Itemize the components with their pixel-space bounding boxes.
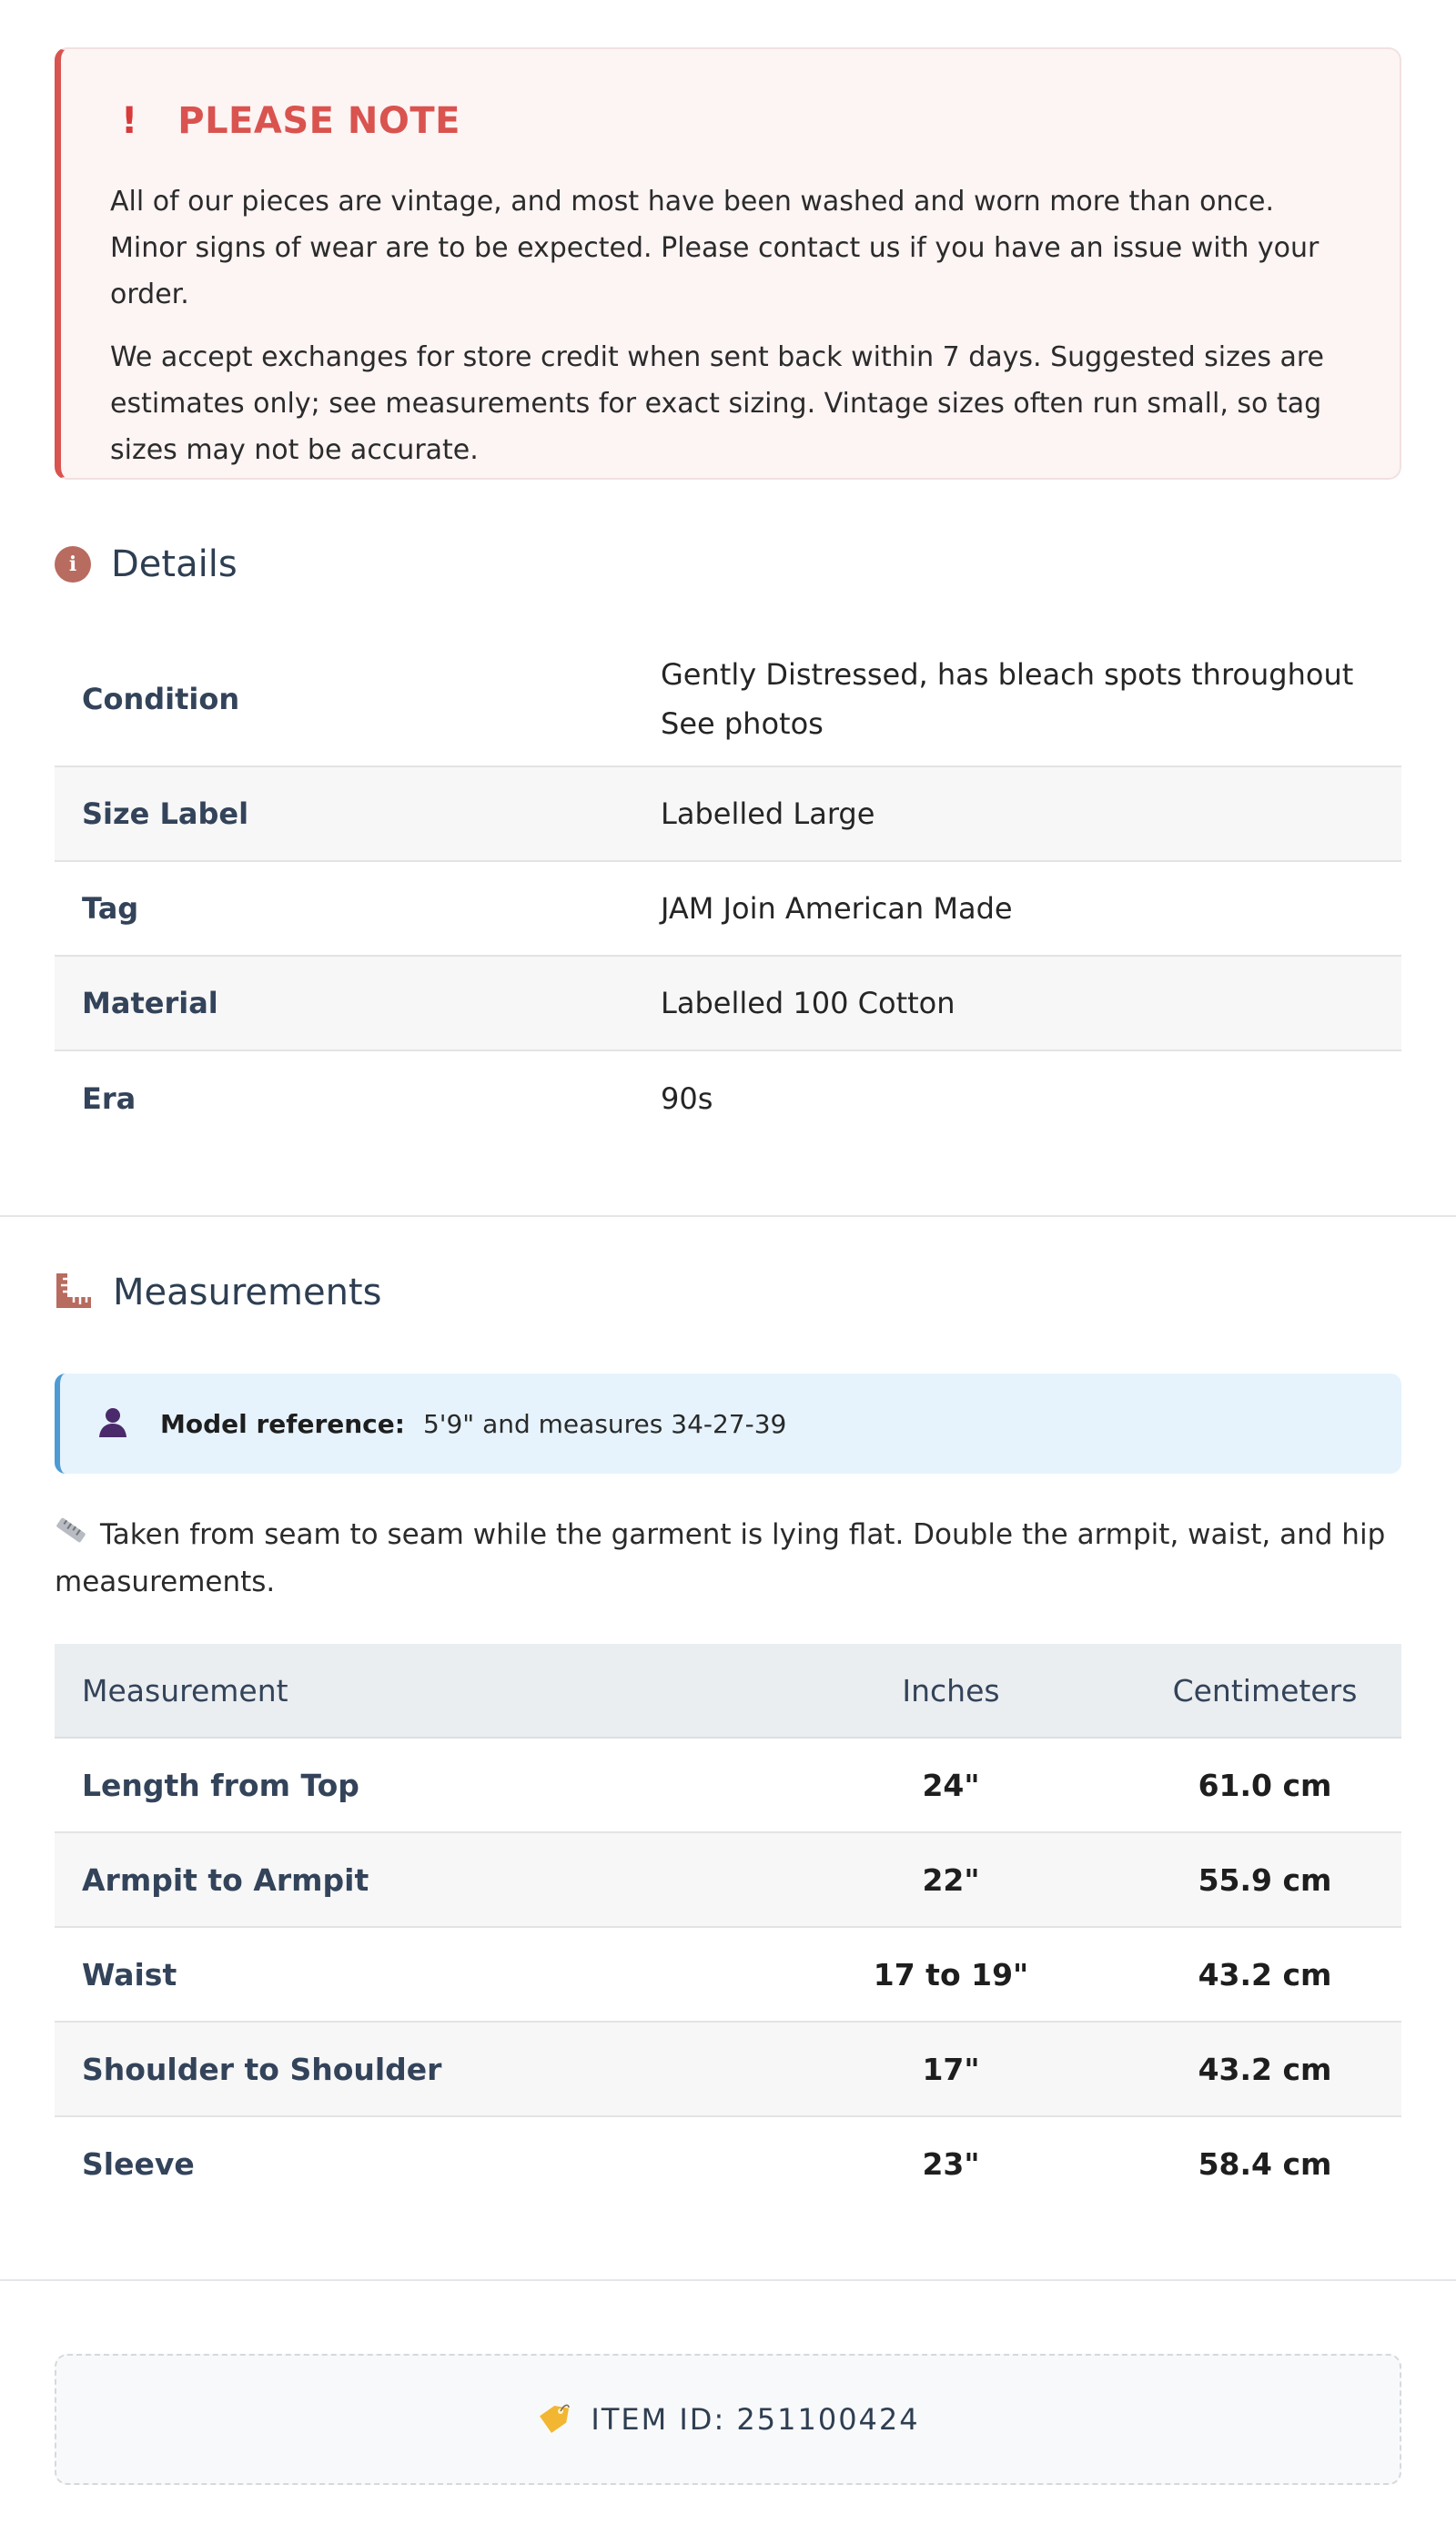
- details-value: JAM Join American Made: [661, 891, 1013, 926]
- measurement-note-text: Taken from seam to seam while the garment is lying flat. Double the armpit, waist, and hip measurements.: [55, 1518, 1386, 1598]
- item-id-box: [55, 2354, 1401, 2485]
- measurement-name: Shoulder to Shoulder: [82, 2051, 442, 2087]
- details-value: Labelled 100 Cotton: [661, 986, 956, 1020]
- tag-icon: [536, 2402, 571, 2437]
- ruler-icon: [55, 1272, 93, 1313]
- details-value: Gently Distressed, has bleach spots throughout: [661, 657, 1354, 692]
- details-label: Material: [82, 986, 218, 1020]
- measurements-header: [55, 1272, 1401, 1313]
- table-row: [55, 1833, 1401, 1928]
- model-reference-box: [55, 1374, 1401, 1474]
- measurement-name: Waist: [82, 1956, 177, 1992]
- measurements-table: [55, 1644, 1401, 2210]
- item-id-text: ITEM ID: 251100424: [591, 2402, 920, 2437]
- item-id-section: [0, 2354, 1456, 2485]
- measurements-section: [0, 1217, 1456, 2210]
- table-row: [55, 2117, 1401, 2210]
- measurements-title: Measurements: [113, 1272, 382, 1313]
- details-title: Details: [111, 543, 238, 585]
- measurement-note: [55, 1512, 1401, 1606]
- measurement-cm: 58.4 cm: [1198, 2145, 1332, 2182]
- details-label: Era: [82, 1081, 136, 1116]
- model-reference-label: Model reference:: [160, 1408, 405, 1439]
- notice-paragraph: All of our pieces are vintage, and most have been washed and worn more than once. Minor signs of wear are to be expected. Please contact us if you have an issue with your order.: [110, 186, 1320, 310]
- table-row: [55, 1928, 1401, 2023]
- notice-header: [110, 100, 1350, 142]
- section-divider: [0, 2279, 1456, 2281]
- table-row: [55, 1739, 1401, 1833]
- measurement-name: Length from Top: [82, 1767, 359, 1803]
- measurement-cm: 61.0 cm: [1198, 1767, 1332, 1803]
- details-row-tag: [55, 862, 1401, 957]
- details-row-material: [55, 957, 1401, 1051]
- column-header-centimeters: Centimeters: [1172, 1672, 1358, 1708]
- measurement-inches: 17 to 19": [873, 1956, 1029, 1992]
- ruler-icon: [55, 1513, 87, 1559]
- details-row-size-label: [55, 767, 1401, 862]
- notice-paragraph: We accept exchanges for store credit when sent back within 7 days. Suggested sizes are estimates only; see measurements for exact sizing. Vintage sizes often run small, so tag sizes may not be accurate.: [110, 341, 1325, 466]
- model-reference-value: 5'9" and measures 34-27-39: [422, 1408, 787, 1439]
- exclamation-icon: !: [121, 100, 138, 142]
- info-icon: i: [55, 546, 91, 583]
- details-label: Size Label: [82, 796, 249, 831]
- please-note-notice: [55, 47, 1401, 480]
- measurement-cm: 43.2 cm: [1198, 1956, 1332, 1992]
- column-header-measurement: Measurement: [82, 1672, 288, 1708]
- column-header-inches: Inches: [902, 1672, 1000, 1708]
- measurement-cm: 43.2 cm: [1198, 2051, 1332, 2087]
- details-row-era: [55, 1051, 1401, 1146]
- details-row-condition: [55, 633, 1401, 767]
- details-header: [55, 543, 1401, 585]
- measurement-inches: 23": [922, 2145, 980, 2182]
- measurement-cm: 55.9 cm: [1198, 1861, 1332, 1898]
- details-table: [55, 633, 1401, 1146]
- details-value: 90s: [661, 1081, 713, 1116]
- measurement-name: Armpit to Armpit: [82, 1861, 369, 1898]
- table-header: [55, 1644, 1401, 1739]
- measurement-name: Sleeve: [82, 2145, 195, 2182]
- measurement-inches: 22": [922, 1861, 980, 1898]
- details-label: Tag: [82, 891, 139, 926]
- table-row: [55, 2023, 1401, 2117]
- details-value-secondary: See photos: [661, 706, 824, 741]
- person-icon: [96, 1405, 129, 1442]
- page-container: [0, 0, 1456, 1146]
- details-value: Labelled Large: [661, 796, 875, 831]
- details-label: Condition: [82, 682, 240, 716]
- notice-title: PLEASE NOTE: [177, 100, 460, 142]
- measurement-inches: 17": [922, 2051, 980, 2087]
- measurement-inches: 24": [922, 1767, 980, 1803]
